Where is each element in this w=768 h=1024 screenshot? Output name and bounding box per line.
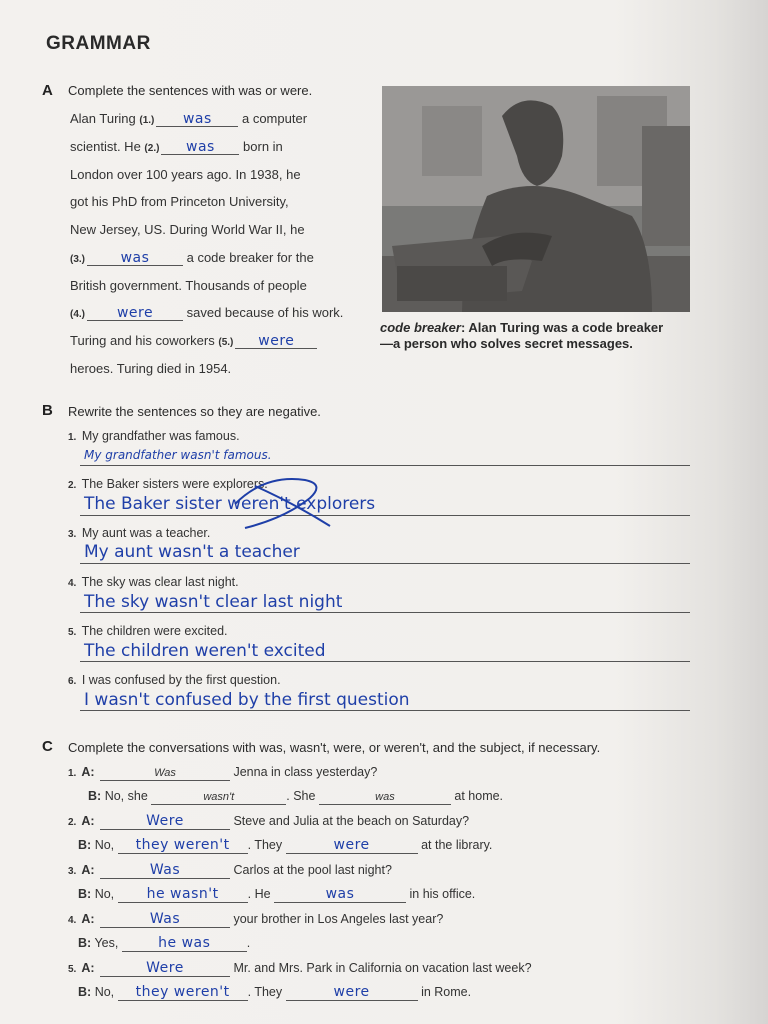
section-c-letter: C (42, 738, 53, 755)
c5-b-text: No, (94, 985, 118, 999)
a-line-4: got his PhD from Princeton University, (70, 194, 289, 209)
c-item-number: 3. (68, 866, 77, 877)
section-c-instruction: Complete the conversations with was, wasn't, were, or weren't, and the subject, if necessary. (68, 740, 601, 755)
c-item-number: 4. (68, 915, 77, 926)
a-answer-3: was (120, 250, 150, 266)
b-item-6 (68, 673, 281, 687)
c-item-1-a: 1. A: Was Jenna in class yesterday? (68, 765, 378, 779)
b-answer-3: My aunt wasn't a teacher (84, 542, 300, 562)
c4-b-answer-1: he was (158, 935, 211, 951)
a-blank-3[interactable] (87, 250, 183, 266)
c2-b-text: at the library. (417, 838, 493, 852)
c-item-3-a: 3. A: Was Carlos at the pool last night? (68, 862, 392, 878)
c2-a-answer: Were (146, 813, 184, 829)
c5-b-answer-2: were (333, 984, 370, 1000)
c-item-1-b: B: No, she wasn't . She was at home. (88, 789, 504, 803)
c3-b-answer-1: he wasn't (146, 886, 219, 902)
c2-b-text: . They (247, 838, 286, 852)
photo-caption (380, 320, 670, 352)
c2-b-text: No, (94, 838, 118, 852)
c-item-number: 5. (68, 964, 77, 975)
a-answer-4: were (116, 305, 154, 321)
a-answer-2: was (186, 139, 215, 155)
c5-a-answer: Were (146, 960, 184, 976)
c-item-4-a: 4. A: Was your brother in Los Angeles last year? (68, 911, 444, 927)
a-line-text: a computer (238, 111, 308, 126)
b-item-text: My grandfather was famous. (81, 429, 240, 443)
c3-a-blank[interactable] (100, 863, 230, 879)
c3-b-text: No, (94, 887, 118, 901)
c1-a-answer: Was (154, 767, 176, 779)
a-line-3: London over 100 years ago. In 1938, he (70, 167, 301, 182)
c3-b-text: . He (247, 887, 275, 901)
c1-b-text: at home. (450, 789, 504, 803)
a-line-2 (70, 139, 283, 155)
a-blank-5[interactable] (235, 333, 317, 349)
a-line-text: Alan Turing (70, 111, 140, 126)
a-line-8 (70, 305, 343, 321)
c4-a-text: your brother in Los Angeles last year? (230, 912, 444, 926)
c1-b-answer-2: was (375, 791, 395, 803)
b-item-4 (68, 575, 239, 589)
c2-b-blank-2[interactable] (286, 838, 418, 854)
a-blank-number: (2.) (144, 143, 160, 154)
c-item-4-b: B: Yes, he was . (78, 935, 251, 951)
a-line-text: Turing and his coworkers (70, 333, 219, 348)
a-line-5: New Jersey, US. During World War II, he (70, 222, 305, 237)
a-answer-1: was (182, 111, 212, 127)
b-item-number: 3. (68, 529, 77, 540)
a-line-7: British government. Thousands of people (70, 278, 307, 293)
c4-a-blank[interactable] (100, 912, 230, 928)
b-item-text: The children were excited. (81, 624, 228, 638)
a-line-6 (70, 250, 314, 266)
b-item-number: 5. (68, 627, 77, 638)
a-line-text: scientist. He (70, 139, 145, 154)
c2-a-blank[interactable] (100, 814, 230, 830)
a-blank-1[interactable] (156, 111, 238, 127)
a-blank-number: (3.) (70, 254, 85, 265)
a-blank-number: (1.) (139, 115, 155, 126)
caption-text: : Alan Turing was a code breaker—a person who solves secret messages. (380, 320, 664, 351)
a-blank-2[interactable] (161, 139, 239, 155)
c3-b-blank-2[interactable] (274, 887, 406, 903)
a-line-10: heroes. Turing died in 1954. (70, 361, 232, 376)
b-answer-4: The sky wasn't clear last night (84, 592, 343, 612)
c-item-number: 2. (68, 817, 77, 828)
c-item-2-a: 2. A: Were Steve and Julia at the beach on Saturday? (68, 813, 470, 829)
c-item-5-b: B: No, they weren't . They were in Rome. (78, 984, 472, 1000)
a-line-text: saved because of his work. (183, 305, 344, 320)
c2-b-answer-2: were (333, 837, 370, 853)
section-a-letter: A (42, 82, 53, 99)
statue-illustration (382, 86, 690, 312)
c1-a-blank[interactable] (100, 765, 230, 781)
c-item-number: 1. (68, 768, 77, 779)
c1-a-text: Jenna in class yesterday? (230, 765, 378, 779)
b-item-text: The sky was clear last night. (81, 575, 239, 589)
a-line-text: born in (239, 139, 283, 154)
alan-turing-statue-photo (382, 86, 690, 312)
c5-b-answer-1: they weren't (135, 984, 230, 1000)
b-item-number: 1. (68, 432, 77, 443)
c3-b-blank-1[interactable] (118, 887, 248, 903)
b-item-text: I was confused by the first question. (81, 673, 281, 687)
b-answer-6: I wasn't confused by the first question (84, 690, 410, 710)
c3-a-answer: Was (149, 862, 181, 878)
c5-b-blank-1[interactable] (118, 985, 248, 1001)
b-answer-2: The Baker sister weren't explorers (84, 494, 376, 514)
a-line-9 (70, 333, 317, 349)
b-item-text: My aunt was a teacher. (81, 526, 211, 540)
b-item-5 (68, 624, 228, 638)
c4-a-answer: Was (149, 911, 181, 927)
a-blank-number: (5.) (218, 337, 234, 348)
b-answer-5: The children weren't excited (84, 641, 326, 661)
c5-b-text: in Rome. (417, 985, 472, 999)
section-a-instruction: Complete the sentences with was or were. (68, 83, 313, 98)
a-answer-5: were (258, 333, 295, 349)
c1-b-blank-2[interactable] (319, 789, 451, 805)
page-title: GRAMMAR (46, 33, 151, 54)
scribble-mark (225, 474, 335, 532)
c4-b-blank-1[interactable] (122, 936, 247, 952)
a-line-1 (70, 111, 307, 127)
a-line-text: a code breaker for the (183, 250, 314, 265)
c5-a-blank[interactable] (100, 961, 230, 977)
c-item-2-b: B: No, they weren't . They were at the library. (78, 837, 493, 853)
c-item-3-b: B: No, he wasn't . He was in his office. (78, 886, 476, 902)
b-item-1 (68, 429, 240, 443)
c5-a-text: Mr. and Mrs. Park in California on vacation last week? (230, 961, 532, 975)
c3-a-text: Carlos at the pool last night? (230, 863, 392, 877)
c1-b-answer-1: wasn't (203, 791, 235, 803)
c2-a-text: Steve and Julia at the beach on Saturday? (230, 814, 470, 828)
b-item-number: 2. (68, 480, 77, 491)
c3-b-answer-2: was (325, 886, 355, 902)
b-item-number: 4. (68, 578, 77, 589)
c1-b-text: No, she (104, 789, 152, 803)
section-b-letter: B (42, 402, 53, 419)
b-item-3 (68, 526, 210, 540)
c4-b-text: Yes, (94, 936, 122, 950)
caption-term: code breaker (380, 320, 461, 335)
b-item-number: 6. (68, 676, 77, 687)
b-item-text: The Baker sisters were explorers. (81, 477, 268, 491)
c2-b-blank-1[interactable] (118, 838, 248, 854)
c-item-5-a: 5. A: Were Mr. and Mrs. Park in California on vacation last week? (68, 960, 532, 976)
c1-b-blank-1[interactable] (151, 789, 286, 805)
c3-b-text: in his office. (406, 887, 476, 901)
c4-b-text: . (246, 936, 251, 950)
section-b-instruction: Rewrite the sentences so they are negative. (68, 404, 321, 419)
c2-b-answer-1: they weren't (135, 837, 230, 853)
c5-b-text: . They (247, 985, 286, 999)
a-blank-number: (4.) (70, 309, 85, 320)
b-answer-1: My grandfather wasn't famous. (84, 448, 272, 462)
a-blank-4[interactable] (87, 305, 183, 321)
c5-b-blank-2[interactable] (286, 985, 418, 1001)
c1-b-text: . She (286, 789, 319, 803)
